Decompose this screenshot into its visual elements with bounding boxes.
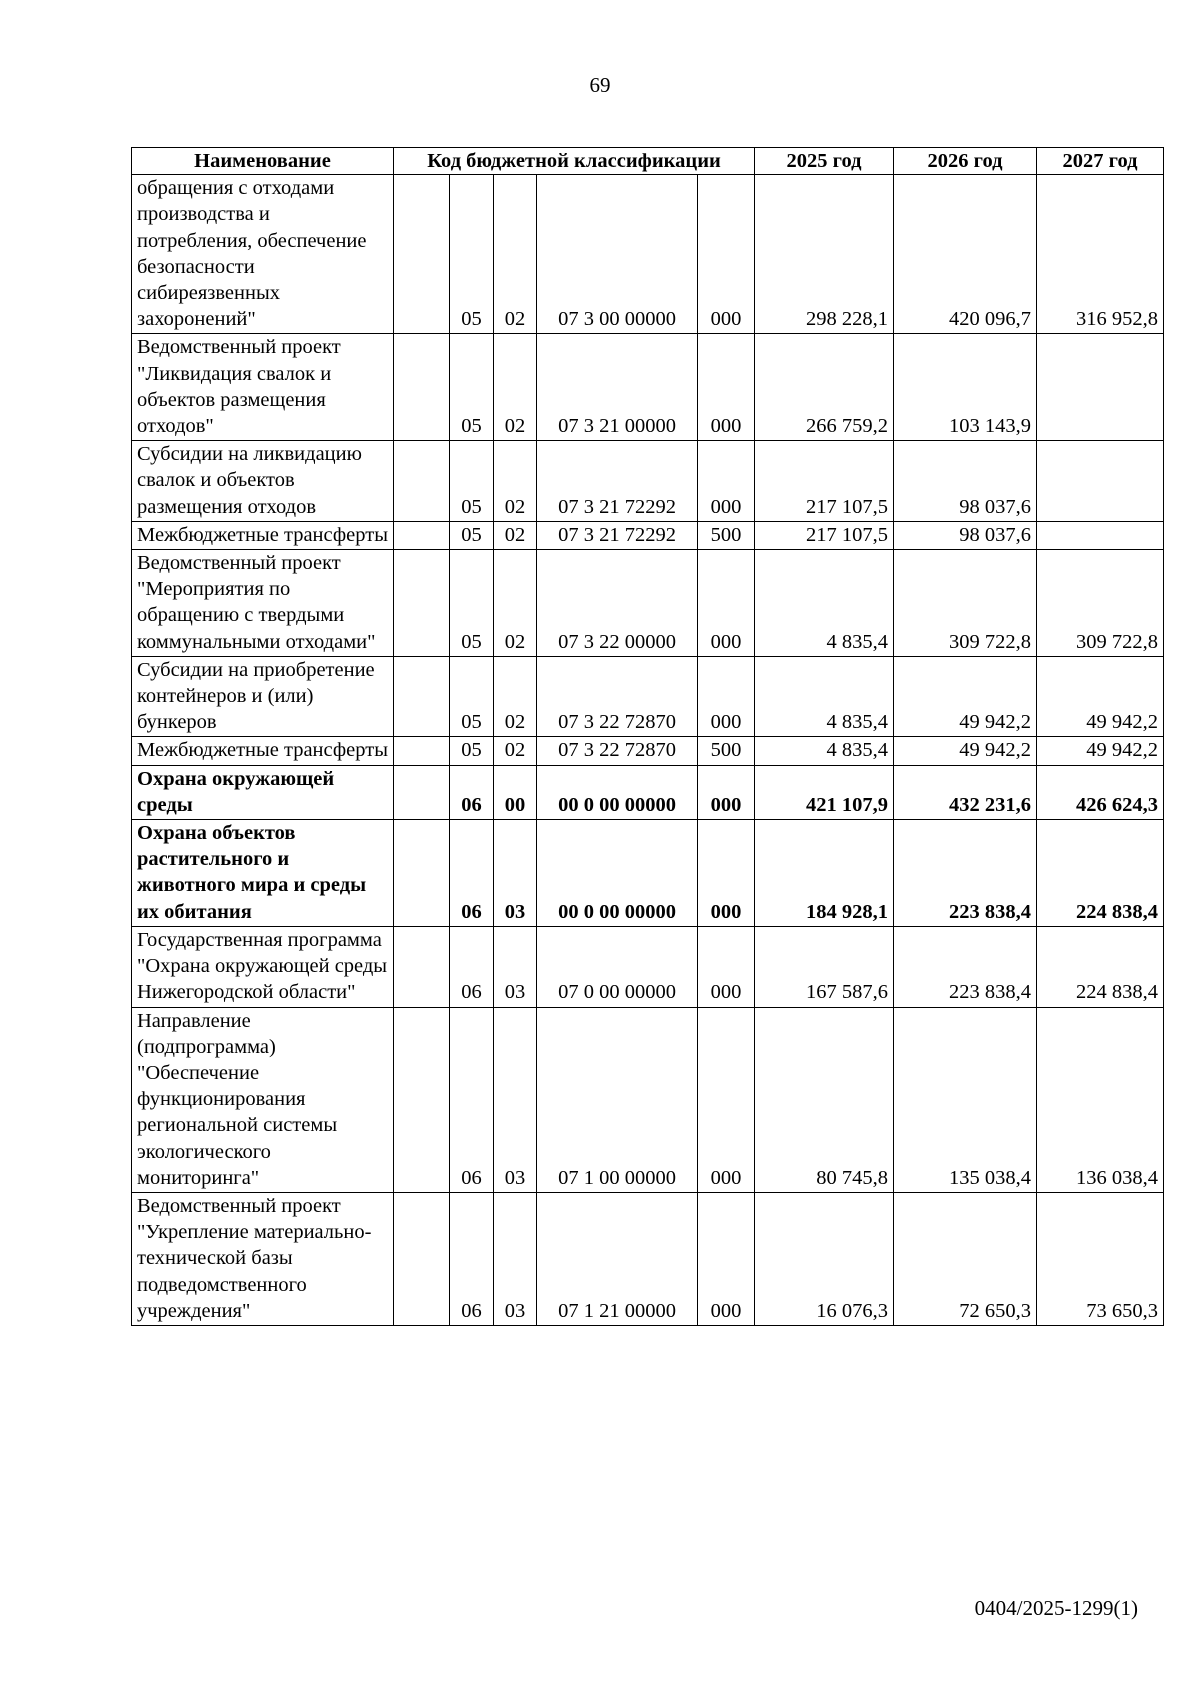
- cell-code-subsection: 02: [494, 521, 537, 549]
- cell-code-type: 000: [698, 1192, 755, 1325]
- cell-2026: 98 037,6: [894, 441, 1037, 522]
- table-row: [132, 550, 1164, 657]
- table-row: [132, 926, 1164, 1007]
- table-header-row: [132, 148, 1164, 175]
- cell-code-subsection: 03: [494, 820, 537, 927]
- cell-2027: [1037, 441, 1164, 522]
- header-code: Код бюджетной классификации: [394, 148, 755, 175]
- cell-2026: 98 037,6: [894, 521, 1037, 549]
- table-body: [132, 175, 1164, 1326]
- cell-code-target: 07 3 22 72870: [537, 656, 698, 737]
- cell-name: Межбюджетные трансферты: [132, 737, 394, 765]
- cell-2027: 224 838,4: [1037, 820, 1164, 927]
- cell-code-type: 000: [698, 926, 755, 1007]
- cell-name: Межбюджетные трансферты: [132, 521, 394, 549]
- table-row: [132, 1007, 1164, 1192]
- table-row: [132, 441, 1164, 522]
- cell-2025: 421 107,9: [755, 765, 894, 819]
- cell-code-target: 07 0 00 00000: [537, 926, 698, 1007]
- cell-2027: 224 838,4: [1037, 926, 1164, 1007]
- table-row: [132, 737, 1164, 765]
- cell-2025: 16 076,3: [755, 1192, 894, 1325]
- cell-code-subsection: 02: [494, 334, 537, 441]
- cell-code-1: [394, 521, 450, 549]
- cell-code-target: 00 0 00 00000: [537, 765, 698, 819]
- cell-2026: 309 722,8: [894, 550, 1037, 657]
- header-2025: 2025 год: [755, 148, 894, 175]
- cell-2025: 4 835,4: [755, 656, 894, 737]
- table-row: [132, 334, 1164, 441]
- cell-name: Охрана объектов растительного и животного мира и среды их обитания: [132, 820, 394, 927]
- cell-code-1: [394, 820, 450, 927]
- cell-code-1: [394, 441, 450, 522]
- cell-2027: 309 722,8: [1037, 550, 1164, 657]
- cell-code-type: 000: [698, 656, 755, 737]
- cell-code-1: [394, 737, 450, 765]
- cell-code-section: 05: [450, 521, 494, 549]
- cell-code-type: 500: [698, 737, 755, 765]
- cell-2025: 80 745,8: [755, 1007, 894, 1192]
- table-row: [132, 656, 1164, 737]
- cell-2027: 49 942,2: [1037, 737, 1164, 765]
- cell-code-target: 07 3 21 72292: [537, 441, 698, 522]
- cell-code-section: 05: [450, 737, 494, 765]
- cell-code-1: [394, 1007, 450, 1192]
- cell-2027: 49 942,2: [1037, 656, 1164, 737]
- cell-2025: 266 759,2: [755, 334, 894, 441]
- cell-2026: 223 838,4: [894, 926, 1037, 1007]
- cell-code-subsection: 00: [494, 765, 537, 819]
- cell-code-subsection: 02: [494, 441, 537, 522]
- cell-code-target: 07 3 21 72292: [537, 521, 698, 549]
- cell-code-subsection: 03: [494, 1192, 537, 1325]
- cell-2026: 223 838,4: [894, 820, 1037, 927]
- cell-2027: 73 650,3: [1037, 1192, 1164, 1325]
- document-code: 0404/2025-1299(1): [974, 1596, 1138, 1620]
- cell-code-type: 000: [698, 765, 755, 819]
- cell-code-subsection: 02: [494, 737, 537, 765]
- cell-code-subsection: 02: [494, 656, 537, 737]
- cell-code-type: 000: [698, 175, 755, 334]
- table-row: [132, 521, 1164, 549]
- cell-code-type: 000: [698, 1007, 755, 1192]
- cell-2026: 432 231,6: [894, 765, 1037, 819]
- cell-code-type: 000: [698, 441, 755, 522]
- cell-code-subsection: 02: [494, 550, 537, 657]
- cell-2026: 103 143,9: [894, 334, 1037, 441]
- cell-2025: 217 107,5: [755, 441, 894, 522]
- table-row: [132, 1192, 1164, 1325]
- cell-code-type: 000: [698, 550, 755, 657]
- cell-2027: [1037, 521, 1164, 549]
- cell-code-target: 07 1 21 00000: [537, 1192, 698, 1325]
- cell-2025: 4 835,4: [755, 737, 894, 765]
- table-row: [132, 175, 1164, 334]
- cell-2025: 184 928,1: [755, 820, 894, 927]
- cell-code-section: 06: [450, 820, 494, 927]
- cell-2025: 167 587,6: [755, 926, 894, 1007]
- cell-2026: 72 650,3: [894, 1192, 1037, 1325]
- cell-name: Государственная программа "Охрана окружающей среды Нижегородской области": [132, 926, 394, 1007]
- cell-2026: 49 942,2: [894, 737, 1037, 765]
- cell-name: Охрана окружающей среды: [132, 765, 394, 819]
- cell-code-subsection: 02: [494, 175, 537, 334]
- cell-name: Субсидии на приобретение контейнеров и (или) бункеров: [132, 656, 394, 737]
- table-row: [132, 765, 1164, 819]
- cell-name: обращения с отходами производства и потребления, обеспечение безопасности сибиреязвенных захоронений": [132, 175, 394, 334]
- cell-name: Ведомственный проект "Мероприятия по обращению с твердыми коммунальными отходами": [132, 550, 394, 657]
- cell-code-type: 000: [698, 820, 755, 927]
- header-2026: 2026 год: [894, 148, 1037, 175]
- cell-code-section: 06: [450, 926, 494, 1007]
- cell-2027: [1037, 334, 1164, 441]
- cell-code-subsection: 03: [494, 926, 537, 1007]
- cell-code-section: 05: [450, 175, 494, 334]
- cell-code-1: [394, 926, 450, 1007]
- cell-code-type: 500: [698, 521, 755, 549]
- cell-code-section: 05: [450, 334, 494, 441]
- cell-name: Ведомственный проект "Укрепление материально-технической базы подведомственного учреждения": [132, 1192, 394, 1325]
- cell-name: Субсидии на ликвидацию свалок и объектов размещения отходов: [132, 441, 394, 522]
- cell-code-target: 07 3 00 00000: [537, 175, 698, 334]
- cell-code-section: 06: [450, 1192, 494, 1325]
- cell-code-target: 07 3 21 00000: [537, 334, 698, 441]
- cell-code-section: 06: [450, 1007, 494, 1192]
- cell-code-1: [394, 765, 450, 819]
- cell-code-section: 05: [450, 656, 494, 737]
- cell-2027: 316 952,8: [1037, 175, 1164, 334]
- cell-2027: 136 038,4: [1037, 1007, 1164, 1192]
- cell-2025: 217 107,5: [755, 521, 894, 549]
- cell-code-1: [394, 334, 450, 441]
- cell-code-target: 07 3 22 72870: [537, 737, 698, 765]
- cell-code-1: [394, 175, 450, 334]
- cell-code-1: [394, 1192, 450, 1325]
- cell-code-target: 07 1 00 00000: [537, 1007, 698, 1192]
- cell-2026: 420 096,7: [894, 175, 1037, 334]
- budget-table: [131, 147, 1164, 1326]
- header-2027: 2027 год: [1037, 148, 1164, 175]
- cell-code-section: 06: [450, 765, 494, 819]
- cell-code-section: 05: [450, 441, 494, 522]
- cell-2025: 298 228,1: [755, 175, 894, 334]
- cell-code-section: 05: [450, 550, 494, 657]
- cell-code-1: [394, 656, 450, 737]
- cell-code-target: 07 3 22 00000: [537, 550, 698, 657]
- cell-2027: 426 624,3: [1037, 765, 1164, 819]
- cell-name: Ведомственный проект "Ликвидация свалок и объектов размещения отходов": [132, 334, 394, 441]
- cell-code-target: 00 0 00 00000: [537, 820, 698, 927]
- cell-2025: 4 835,4: [755, 550, 894, 657]
- cell-name: Направление (подпрограмма) "Обеспечение функционирования региональной системы экологического мониторинга": [132, 1007, 394, 1192]
- header-name: Наименование: [132, 148, 394, 175]
- cell-2026: 135 038,4: [894, 1007, 1037, 1192]
- cell-2026: 49 942,2: [894, 656, 1037, 737]
- cell-code-type: 000: [698, 334, 755, 441]
- cell-code-subsection: 03: [494, 1007, 537, 1192]
- page-number: 69: [589, 73, 611, 97]
- table-row: [132, 820, 1164, 927]
- cell-code-1: [394, 550, 450, 657]
